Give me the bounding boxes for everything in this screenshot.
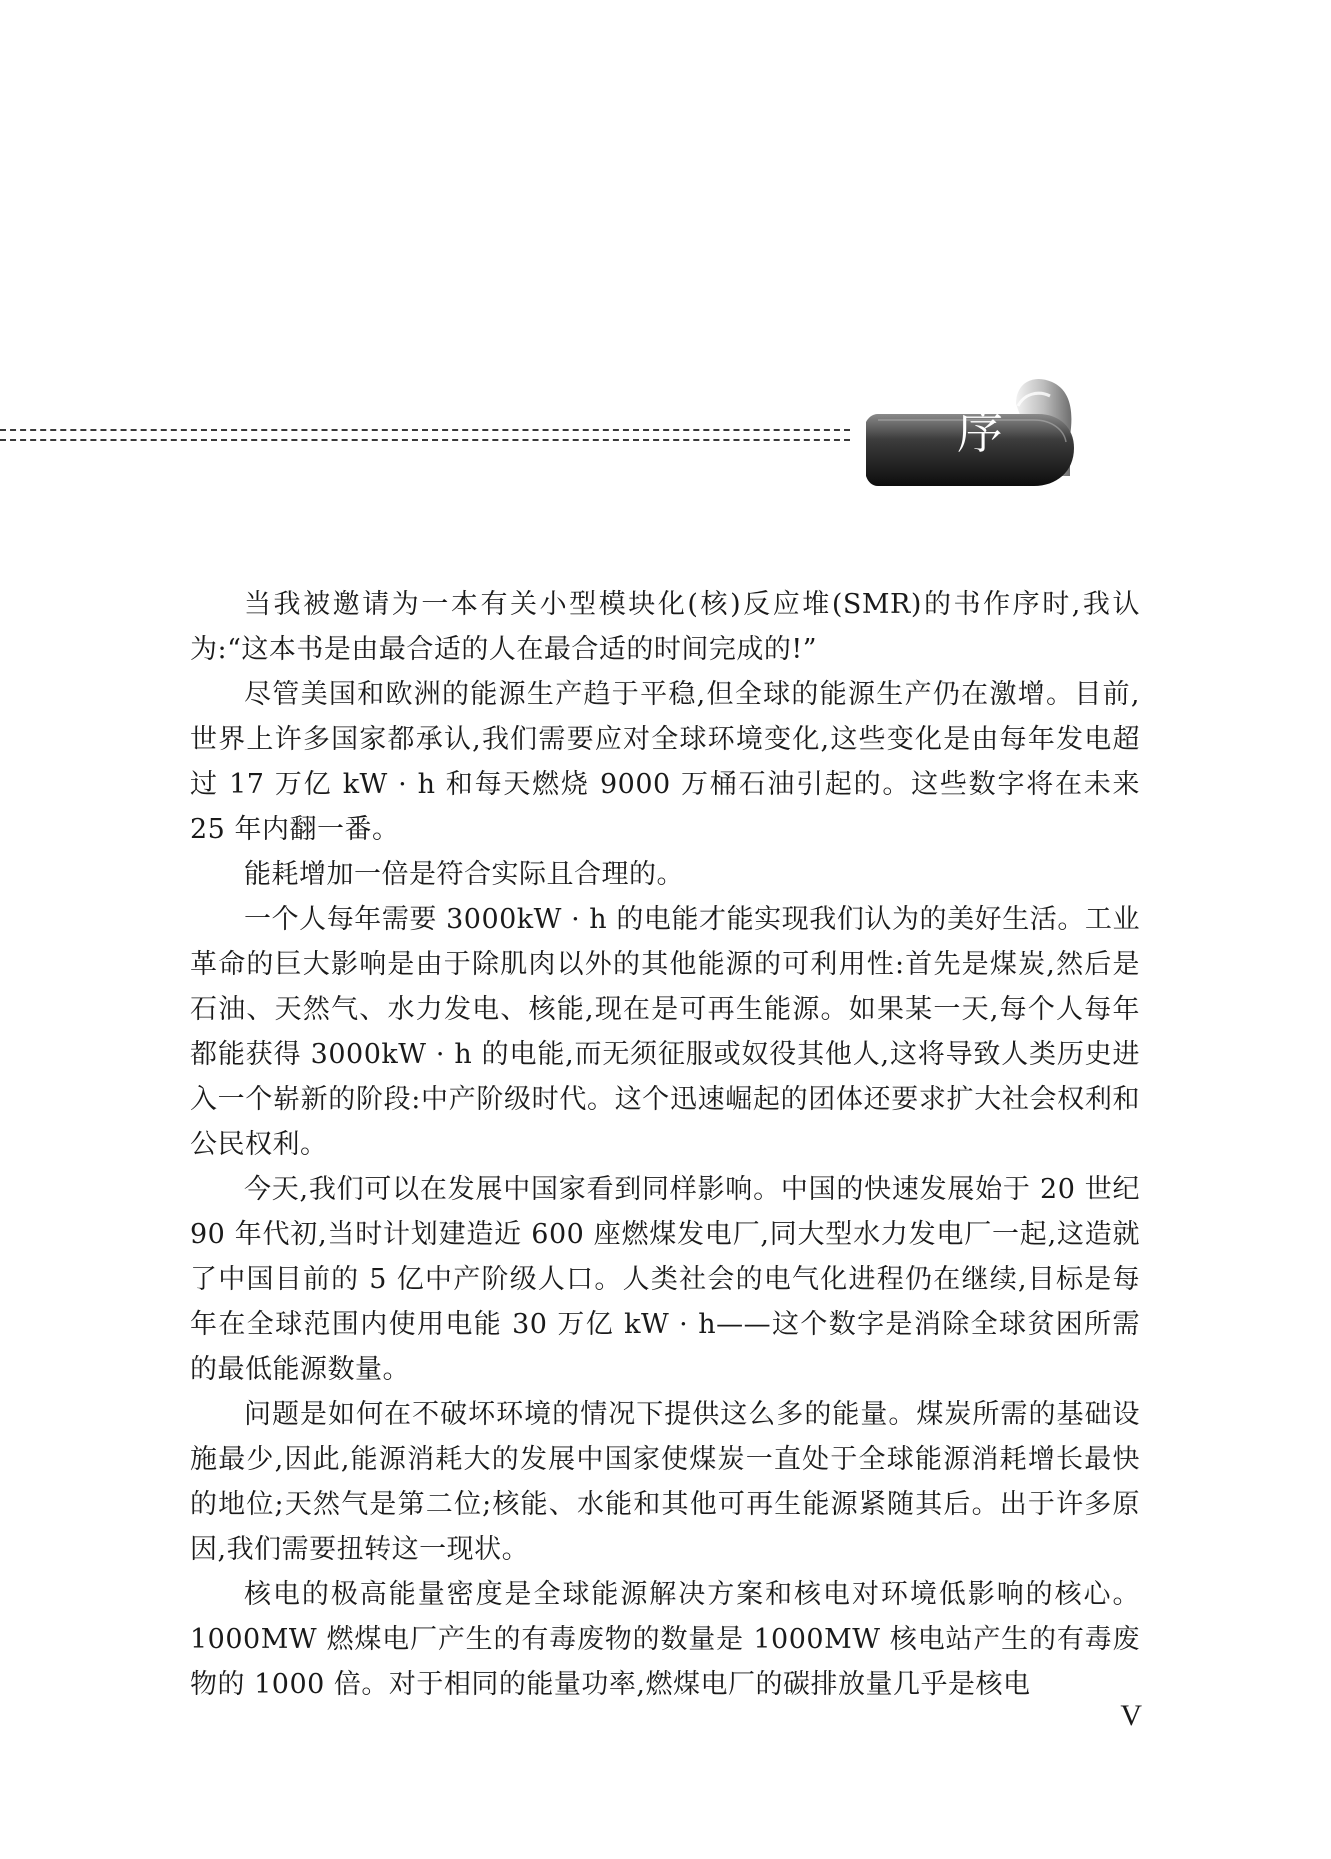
paragraph: 核电的极高能量密度是全球能源解决方案和核电对环境低影响的核心。1000MW 燃煤电厂产生的有毒废物的数量是 1000MW 核电站产生的有毒废物的 1000 倍。对于相同的能量功率,燃煤电厂的碳排放量几乎是核电 [190, 1579, 1140, 1700]
header-dashed-rule-top [0, 429, 850, 431]
chapter-tab [838, 376, 1088, 494]
page-number: V [1120, 1699, 1142, 1732]
paragraph: 今天,我们可以在发展中国家看到同样影响。中国的快速发展始于 20 世纪 90 年代初,当时计划建造近 600 座燃煤发电厂,同大型水力发电厂一起,这造就了中国目前的 5 亿中产阶级人口。人类社会的电气化进程仍在继续,目标是每年在全球范围内使用电能 30 万亿 kW · h——这个数字是消除全球贫困所需的最低能源数量。 [190, 1174, 1140, 1385]
body-text [190, 582, 1140, 1707]
paragraph: 当我被邀请为一本有关小型模块化(核)反应堆(SMR)的书作序时,我认为:“这本书是由最合适的人在最合适的时间完成的!” [190, 589, 1140, 665]
chapter-title: 序 [957, 405, 1003, 459]
paragraph: 问题是如何在不破坏环境的情况下提供这么多的能量。煤炭所需的基础设施最少,因此,能源消耗大的发展中国家使煤炭一直处于全球能源消耗增长最快的地位;天然气是第二位;核能、水能和其他可再生能源紧随其后。出于许多原因,我们需要扭转这一现状。 [190, 1399, 1140, 1565]
header-dashed-rule-bottom [0, 439, 850, 441]
paragraph: 能耗增加一倍是符合实际且合理的。 [244, 859, 684, 890]
paragraph: 尽管美国和欧洲的能源生产趋于平稳,但全球的能源生产仍在激增。目前,世界上许多国家都承认,我们需要应对全球环境变化,这些变化是由每年发电超过 17 万亿 kW · h 和每天燃烧 9000 万桶石油引起的。这些数字将在未来 25 年内翻一番。 [190, 679, 1140, 845]
paragraph: 一个人每年需要 3000kW · h 的电能才能实现我们认为的美好生活。工业革命的巨大影响是由于除肌肉以外的其他能源的可利用性:首先是煤炭,然后是石油、天然气、水力发电、核能,现在是可再生能源。如果某一天,每个人每年都能获得 3000kW · h 的电能,而无须征服或奴役其他人,这将导致人类历史进入一个崭新的阶段:中产阶级时代。这个迅速崛起的团体还要求扩大社会权利和公民权利。 [190, 904, 1140, 1160]
chapter-header [0, 372, 1331, 492]
